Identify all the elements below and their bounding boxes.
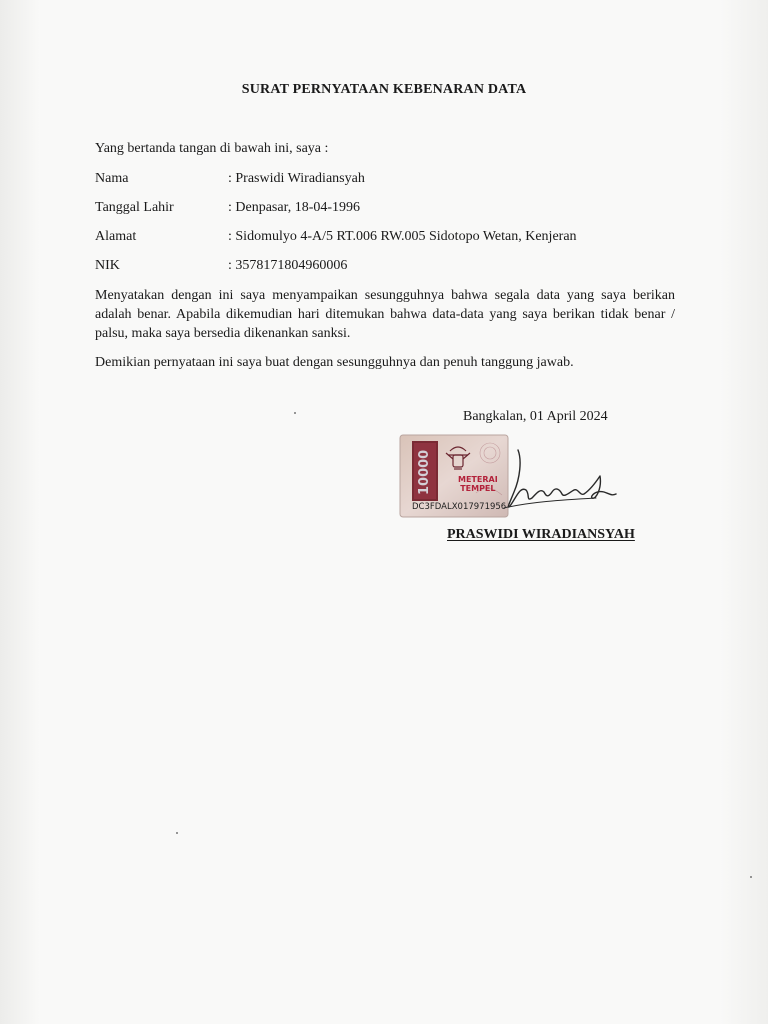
scan-speck: [750, 876, 752, 878]
scan-speck: [294, 412, 296, 414]
intro-text: Yang bertanda tangan di bawah ini, saya :: [95, 141, 329, 156]
document-title: SURAT PERNYATAAN KEBENARAN DATA: [241, 82, 527, 97]
place-date: Bangkalan, 01 April 2024: [463, 409, 608, 424]
stamp-serial: DC3FDALX017971956: [412, 502, 507, 512]
field-row-alamat: [95, 229, 695, 247]
statement-paragraph: Menyatakan dengan ini saya menyampaikan sesungguhnya bahwa segala data yang saya berikan adalah benar. Apabila dikemudian hari ditemukan bahwa data-data yang saya berikan tidak benar / palsu, maka saya bersedia dikenankan sanksi.: [95, 288, 675, 341]
stamp-value: 10000: [417, 449, 432, 495]
signer-name: PRASWIDI WIRADIANSYAH: [447, 527, 635, 542]
field-row-tanggal-lahir: [95, 200, 695, 218]
scan-speck: [176, 832, 178, 834]
closing-paragraph: Demikian pernyataan ini saya buat dengan sesungguhnya dan penuh tanggung jawab.: [95, 355, 574, 370]
stamp-label-line1: METERAI: [458, 475, 498, 484]
field-value-nik: : 3578171804960006: [228, 258, 348, 273]
field-row-nama: [95, 171, 695, 189]
field-value-alamat: : Sidomulyo 4-A/5 RT.006 RW.005 Sidotopo Wetan, Kenjeran: [228, 229, 577, 244]
meterai-stamp: [398, 433, 510, 519]
field-value-tanggal-lahir: : Denpasar, 18-04-1996: [228, 200, 361, 215]
stamp-label-line2: TEMPEL: [460, 484, 496, 493]
stamp-label: [458, 475, 498, 493]
field-label-alamat: Alamat: [95, 229, 137, 244]
field-label-tanggal-lahir: Tanggal Lahir: [95, 200, 174, 215]
field-label-nama: Nama: [95, 171, 129, 186]
handwritten-signature: [500, 446, 620, 516]
field-value-nama: : Praswidi Wiradiansyah: [228, 171, 365, 186]
field-label-nik: NIK: [95, 258, 120, 273]
field-row-nik: [95, 258, 695, 276]
